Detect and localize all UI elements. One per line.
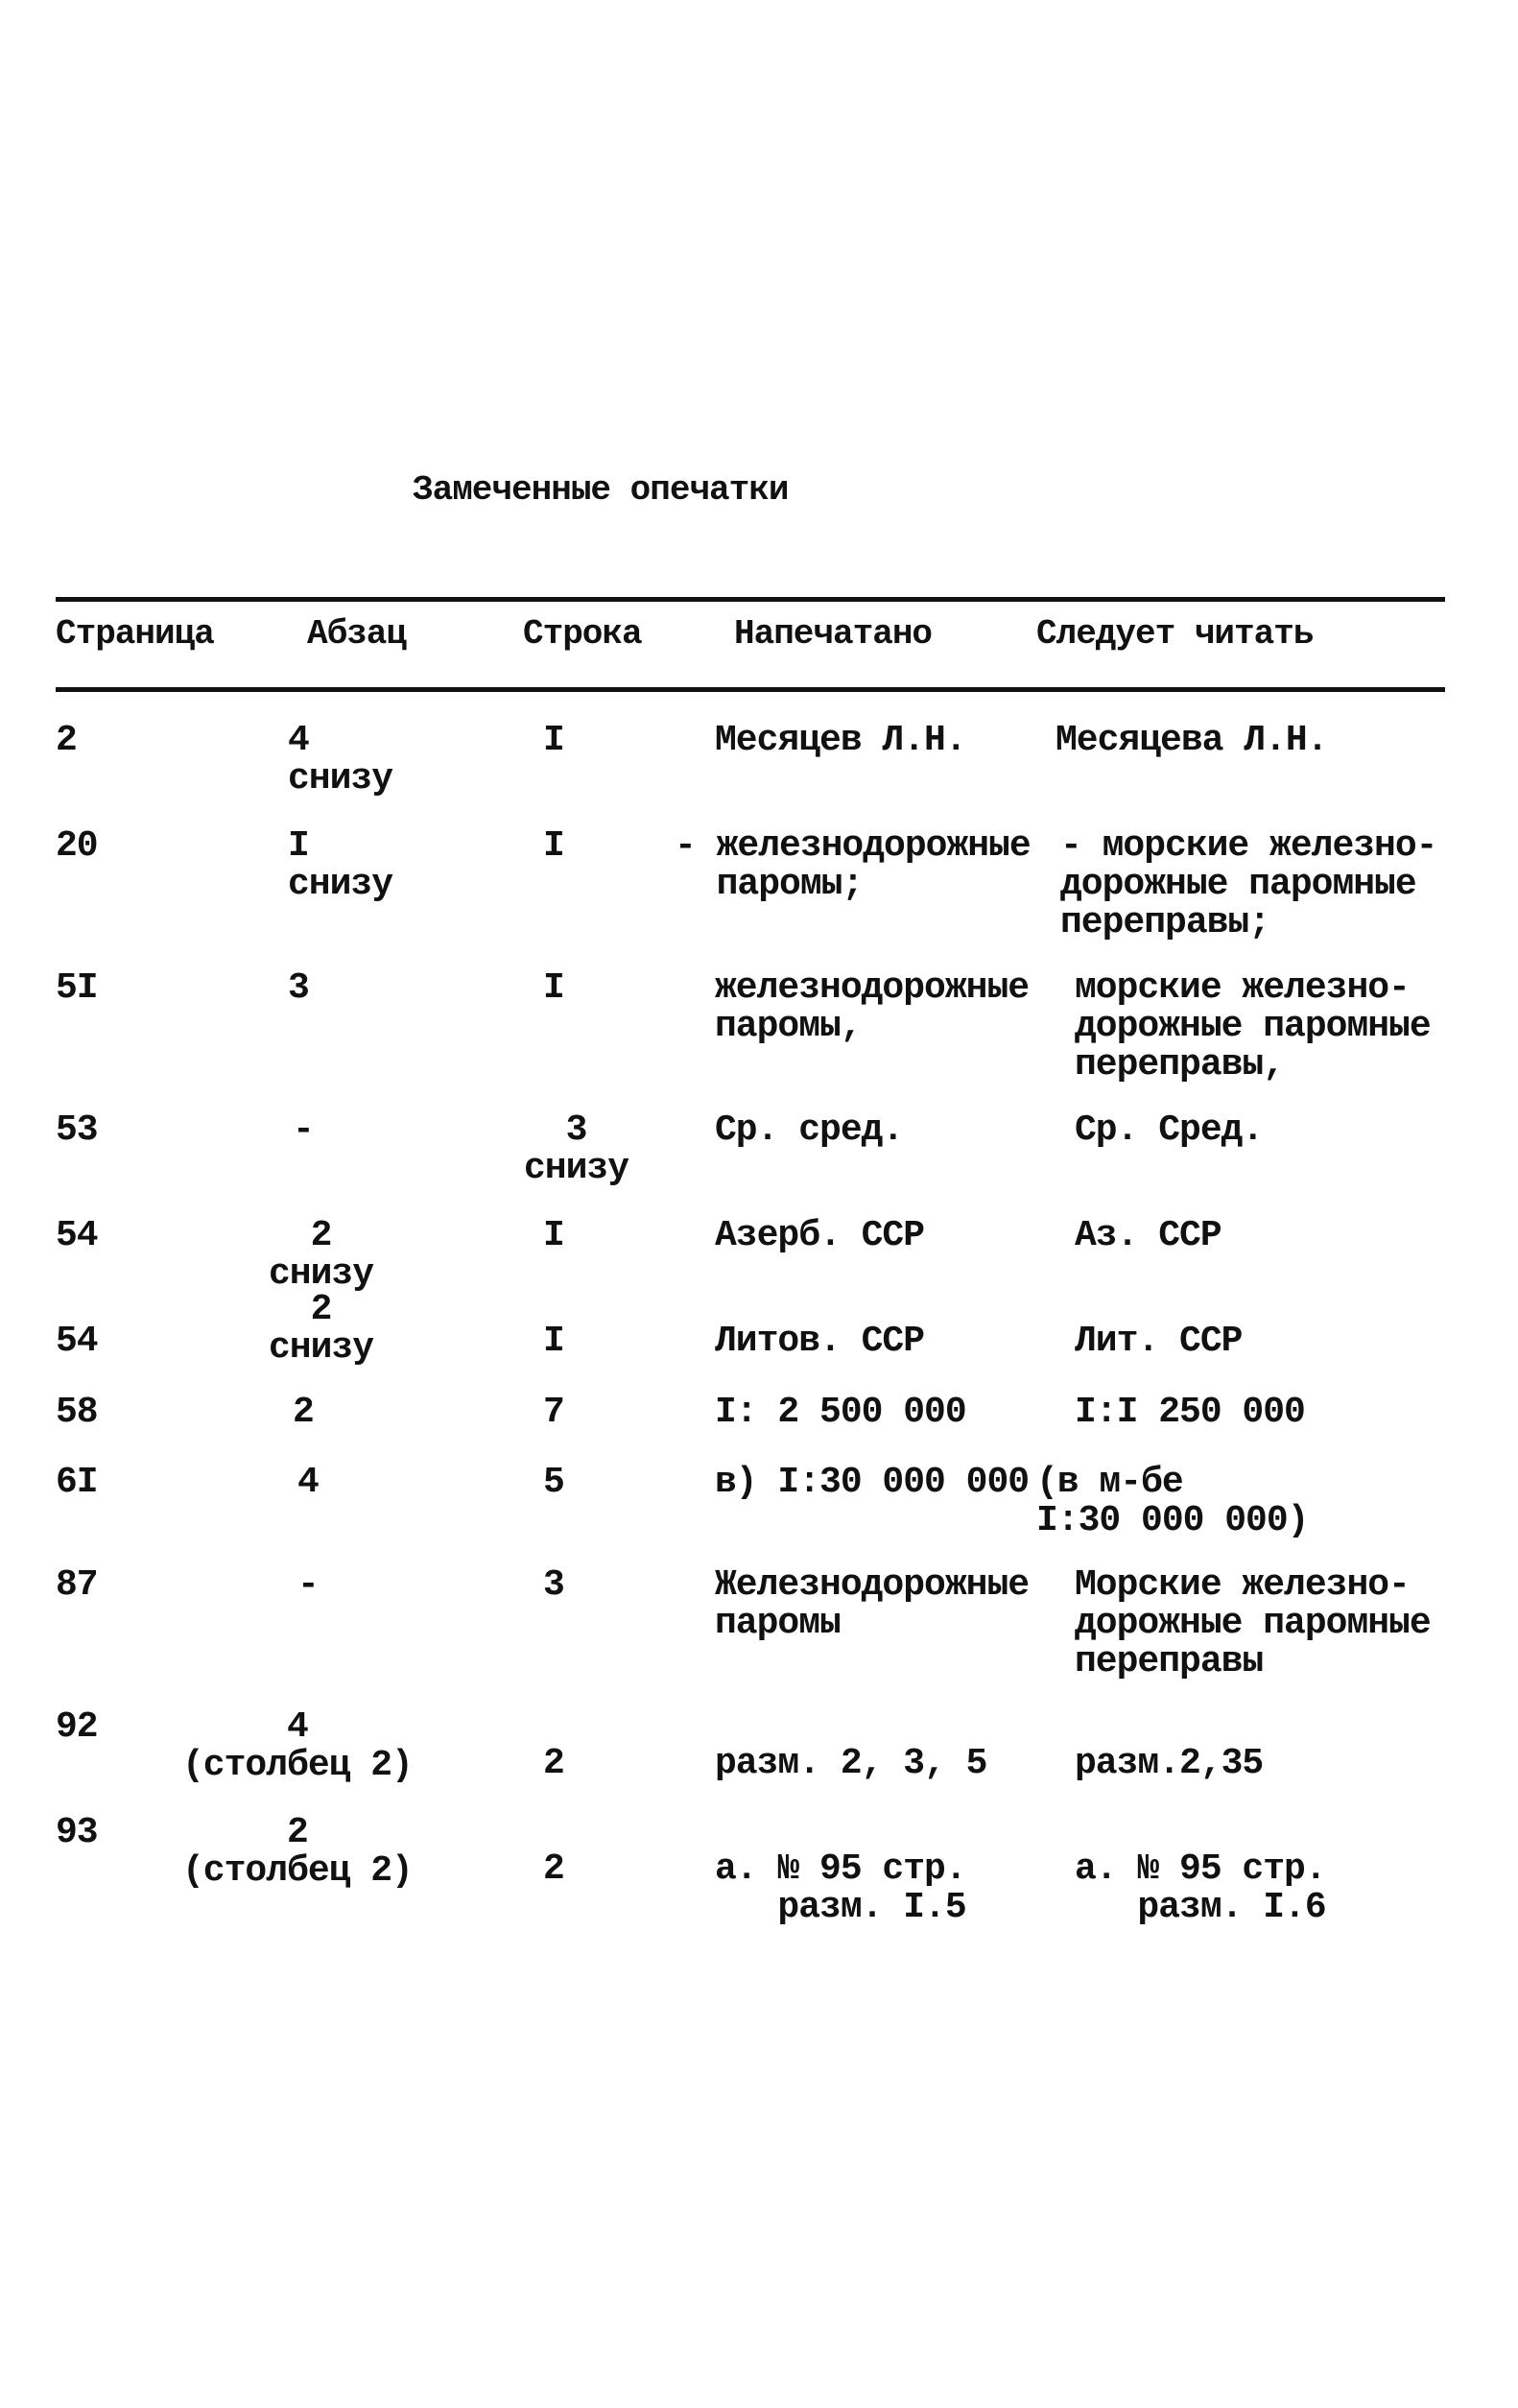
row-4-should-read: Ср. Сред.	[1075, 1109, 1264, 1151]
row-6-page: 54	[56, 1321, 98, 1362]
row-5-printed: Азерб. ССР	[715, 1215, 925, 1256]
header-paragraph: Абзац	[307, 614, 407, 654]
row-2-paragraph: I снизу	[288, 825, 393, 905]
row-10-line: 2	[543, 1743, 564, 1784]
row-8-should-read: (в м-бе I:30 000 000)	[1036, 1462, 1309, 1541]
row-4-paragraph: -	[293, 1109, 314, 1151]
row-3-line: I	[543, 967, 564, 1009]
row-10-paragraph: 4 (столбец 2)	[182, 1706, 413, 1786]
row-3-paragraph: 3	[288, 967, 309, 1009]
row-7-paragraph: 2	[293, 1392, 314, 1433]
header-should-read: Следует читать	[1036, 614, 1314, 654]
row-10-page: 92	[56, 1706, 98, 1748]
row-8-printed: в) I:30 000 000	[715, 1462, 1030, 1503]
row-11-printed: а. № 95 стр. разм. I.5	[715, 1848, 966, 1928]
row-2-should-read: - морские железно- дорожные паромные переправы;	[1060, 825, 1437, 943]
row-5-paragraph: 2 снизу	[269, 1215, 374, 1295]
row-3-should-read: морские железно- дорожные паромные переправы,	[1075, 967, 1431, 1085]
table-header-rule	[56, 687, 1445, 692]
row-3-printed: железнодорожные паромы,	[715, 967, 1030, 1047]
row-9-paragraph: -	[297, 1564, 319, 1606]
row-8-paragraph: 4	[297, 1462, 319, 1503]
row-6-printed: Литов. ССР	[715, 1321, 925, 1362]
header-line: Строка	[523, 614, 642, 654]
row-11-line: 2	[543, 1848, 564, 1890]
row-7-should-read: I:I 250 000	[1075, 1392, 1305, 1433]
row-8-page: 6I	[56, 1462, 98, 1503]
row-5-should-read: Аз. ССР	[1075, 1215, 1222, 1256]
row-9-page: 87	[56, 1564, 98, 1606]
row-9-printed: Железнодорожные паромы	[715, 1564, 1030, 1644]
row-5-page: 54	[56, 1215, 98, 1256]
row-2-page: 20	[56, 825, 98, 867]
row-2-line: I	[543, 825, 564, 867]
row-2-printed: - железнодорожные паромы;	[675, 825, 1031, 905]
row-10-should-read: разм.2,35	[1075, 1743, 1264, 1784]
row-1-paragraph: 4 снизу	[288, 720, 393, 799]
row-6-line: I	[543, 1321, 564, 1362]
row-7-page: 58	[56, 1392, 98, 1433]
row-3-page: 5I	[56, 967, 98, 1009]
row-11-paragraph: 2 (столбец 2)	[182, 1812, 413, 1892]
table-top-rule	[56, 597, 1445, 602]
row-10-printed: разм. 2, 3, 5	[715, 1743, 987, 1784]
header-page: Страница	[56, 614, 214, 654]
row-1-page: 2	[56, 720, 77, 761]
row-6-should-read: Лит. ССР	[1075, 1321, 1243, 1362]
header-printed: Напечатано	[734, 614, 933, 654]
row-8-line: 5	[543, 1462, 564, 1503]
row-11-page: 93	[56, 1812, 98, 1853]
row-4-printed: Ср. сред.	[715, 1109, 904, 1151]
row-1-printed: Месяцев Л.Н.	[715, 720, 966, 761]
row-7-printed: I: 2 500 000	[715, 1392, 966, 1433]
row-1-line: I	[543, 720, 564, 761]
row-6-paragraph: 2 снизу	[269, 1289, 374, 1369]
row-5-line: I	[543, 1215, 564, 1256]
row-7-line: 7	[543, 1392, 564, 1433]
row-4-line: 3 снизу	[524, 1109, 629, 1189]
page-title: Замеченные опечатки	[413, 470, 789, 510]
row-9-line: 3	[543, 1564, 564, 1606]
row-1-should-read: Месяцева Л.Н.	[1055, 720, 1328, 761]
row-11-should-read: а. № 95 стр. разм. I.6	[1075, 1848, 1326, 1928]
row-9-should-read: Морские железно- дорожные паромные переправы	[1075, 1564, 1431, 1682]
row-4-page: 53	[56, 1109, 98, 1151]
